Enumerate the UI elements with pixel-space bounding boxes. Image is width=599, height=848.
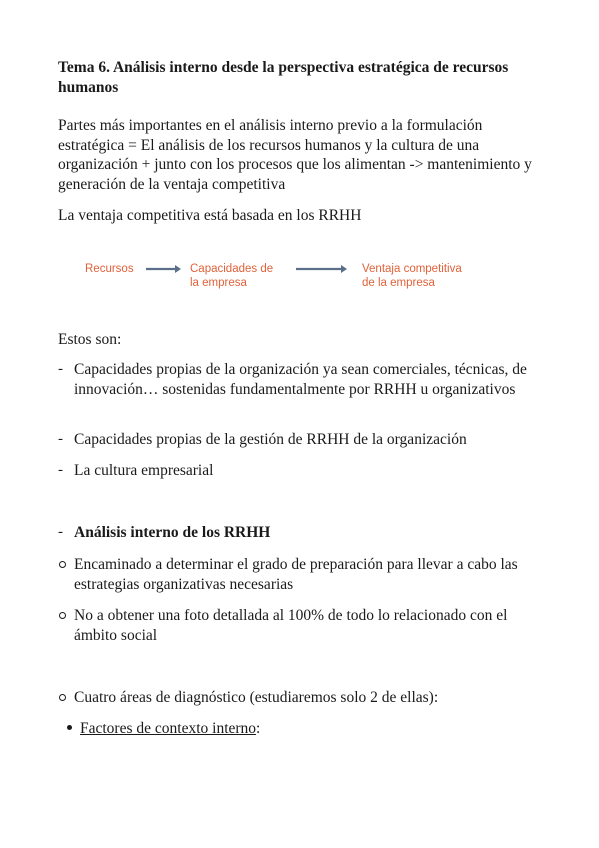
list-item-text: No a obtener una foto detallada al 100% de todo lo relacionado con el ámbito social — [74, 607, 508, 644]
diagram-step-advantage-line2: de la empresa — [362, 277, 435, 289]
list-item-text: Capacidades propias de la gestión de RRHH de la organización — [74, 431, 467, 448]
filled-bullet-icon — [67, 725, 72, 730]
diagram-step-advantage — [362, 262, 462, 290]
factor-suffix: : — [256, 720, 261, 737]
diagram-step-capabilities — [190, 262, 273, 290]
dash-marker: - — [58, 462, 63, 478]
list-item-text: Capacidades propias de la organización ya sean comerciales, técnicas, de innovación… sostenidas fundamentalmente por RRHH u organizativos — [74, 361, 527, 398]
statement-paragraph: La ventaja competitiva está basada en los RRHH — [58, 207, 362, 224]
dash-marker: - — [58, 361, 63, 377]
estos-son-label: Estos son: — [58, 331, 122, 348]
page-title: Tema 6. Análisis interno desde la perspectiva estratégica de recursos humanos — [58, 59, 509, 96]
factor-line — [80, 719, 554, 739]
circle-bullet-icon — [59, 612, 66, 619]
list-item-text: Cuatro áreas de diagnóstico (estudiaremos solo 2 de ellas): — [74, 689, 439, 706]
arrow-icon — [296, 262, 348, 276]
diagram-step-capabilities-line1: Capacidades de — [190, 263, 274, 275]
dash-marker: - — [58, 431, 63, 447]
circle-bullet-icon — [59, 694, 66, 701]
circle-bullet-icon — [59, 561, 66, 568]
diagram-step-resources: Recursos — [85, 263, 134, 275]
intro-paragraph: Partes más importantes en el análisis interno previo a la formulación estratégica = El análisis de los recursos humanos y la cultura de una organización + junto con los procesos que los alimentan -> mantenimiento y generación de la ventaja competitiva — [58, 117, 532, 193]
diagram-step-advantage-line1: Ventaja competitiva — [362, 263, 462, 275]
dash-marker: - — [58, 524, 63, 540]
list-item-text: Encaminado a determinar el grado de preparación para llevar a cabo las estrategias organizativas necesarias — [74, 556, 518, 593]
list-item-text: La cultura empresarial — [74, 462, 214, 479]
diagram-step-capabilities-line2: la empresa — [190, 277, 247, 289]
section-heading-text: Análisis interno de los RRHH — [74, 524, 271, 541]
arrow-icon — [146, 262, 182, 276]
factor-label: Factores de contexto interno — [80, 720, 257, 737]
